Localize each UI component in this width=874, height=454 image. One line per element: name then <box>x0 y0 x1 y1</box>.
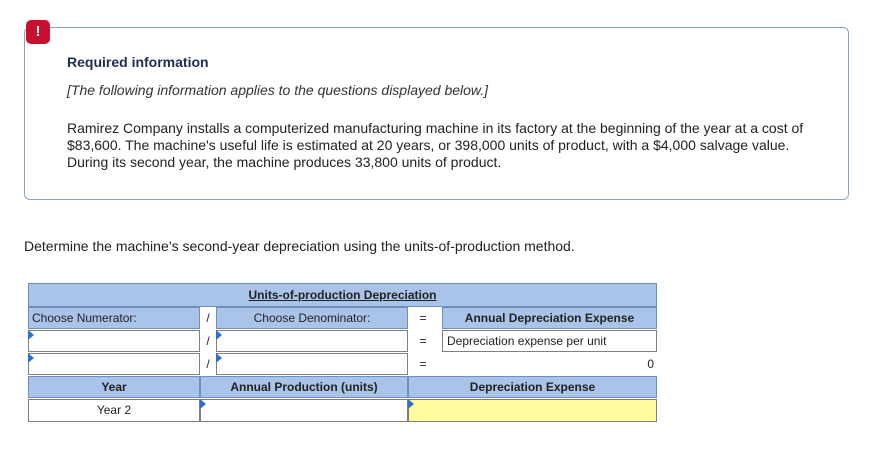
dropdown-marker-icon <box>408 399 414 409</box>
result-label: Annual Depreciation Expense <box>464 311 635 325</box>
required-info-panel <box>24 27 849 200</box>
denominator-input-2[interactable] <box>216 353 408 375</box>
dropdown-marker-icon <box>216 330 222 340</box>
dropdown-marker-icon <box>200 399 206 409</box>
info-note: [The following information applies to the questions displayed below.] <box>67 82 489 98</box>
equals-sign: = <box>419 357 427 371</box>
uop-title: Units-of-production Depreciation <box>248 288 437 302</box>
dropdown-marker-icon <box>216 353 222 363</box>
result-value-1: Depreciation expense per unit <box>447 334 607 348</box>
info-title: Required information <box>67 54 209 70</box>
numerator-select-1[interactable] <box>28 330 200 352</box>
expense-header-label: Depreciation Expense <box>469 380 596 394</box>
production-header-label: Annual Production (units) <box>230 380 378 394</box>
problem-statement: Ramirez Company installs a computerized manufacturing machine in its factory at the beginning of the year at a cost of $83,600. The machine's useful life is estimated at 20 years, or 398,000 units of product, with a $4,000 salvage value. During its second year, the machine produces 33,800 units of product. <box>67 120 804 170</box>
dropdown-marker-icon <box>28 330 34 340</box>
divide-sign: / <box>206 311 210 325</box>
numerator-input-2[interactable] <box>28 353 200 375</box>
year-value: Year 2 <box>96 403 132 417</box>
numerator-label: Choose Numerator: <box>32 311 137 325</box>
divide-sign: / <box>206 334 210 348</box>
denominator-label: Choose Denominator: <box>253 311 371 325</box>
denominator-select-1[interactable] <box>216 330 408 352</box>
year-header-label: Year <box>101 380 127 394</box>
divide-sign: / <box>206 357 210 371</box>
equals-sign: = <box>419 311 427 325</box>
question-text: Determine the machine’s second-year depreciation using the units-of-production method. <box>24 238 575 254</box>
result-value-2: 0 <box>647 357 654 371</box>
equals-sign: = <box>419 334 427 348</box>
production-input[interactable] <box>200 399 408 422</box>
expense-input[interactable] <box>408 399 657 422</box>
alert-icon: ! <box>26 20 50 44</box>
dropdown-marker-icon <box>28 353 34 363</box>
